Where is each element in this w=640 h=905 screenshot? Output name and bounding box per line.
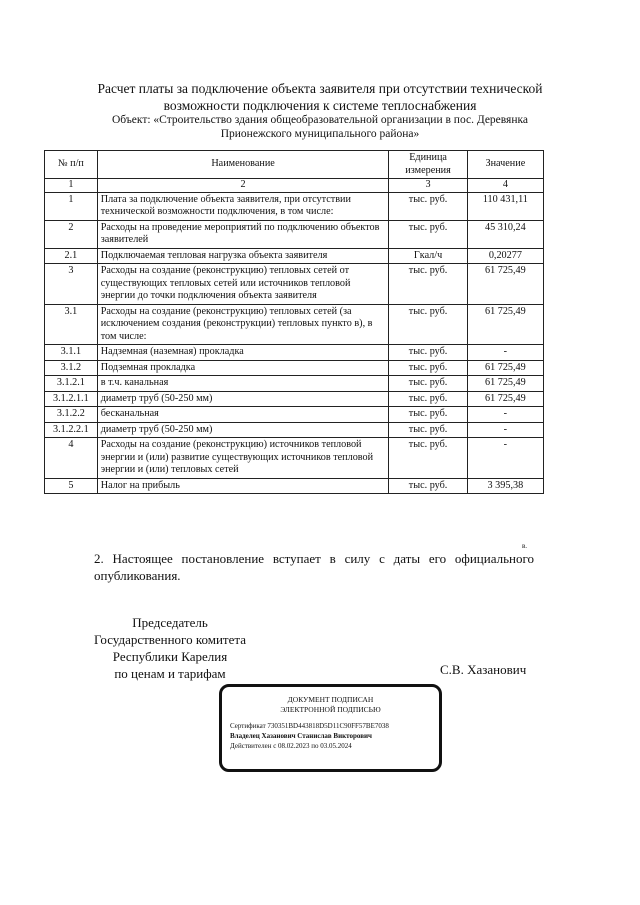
table-row (45, 478, 544, 494)
header-name: Наименование (97, 151, 389, 179)
calculation-table (44, 150, 544, 494)
table-row (45, 220, 544, 248)
row-number: 1 (45, 192, 98, 220)
table-row (45, 304, 544, 345)
table-row (45, 345, 544, 361)
header-value: Значение (467, 151, 543, 179)
row-number: 5 (45, 478, 98, 494)
row-unit: тыс. руб. (389, 438, 467, 479)
row-name: в т.ч. канальная (97, 376, 389, 392)
resolution-paragraph: 2. Настоящее постановление вступает в силу с даты его официального опубликования. (94, 551, 534, 583)
row-number: 3.1 (45, 304, 98, 345)
index-cell: 1 (45, 179, 98, 193)
row-number: 3.1.2.1.1 (45, 391, 98, 407)
row-value: - (467, 407, 543, 423)
table-row (45, 422, 544, 438)
footnote-mark: в. (522, 542, 528, 550)
row-value: 110 431,11 (467, 192, 543, 220)
row-unit: тыс. руб. (389, 407, 467, 423)
row-name: Расходы на создание (реконструкцию) тепловых сетей (за исключением создания (реконструкции) тепловых пункто в), в том числе: (97, 304, 389, 345)
row-unit: тыс. руб. (389, 360, 467, 376)
row-value: - (467, 438, 543, 479)
row-value: - (467, 422, 543, 438)
row-value: - (467, 345, 543, 361)
table-header-row (45, 151, 544, 179)
row-unit: тыс. руб. (389, 304, 467, 345)
row-name: Подземная прокладка (97, 360, 389, 376)
table-body (45, 192, 544, 494)
stamp-validity: Действителен с 08.02.2023 по 03.05.2024 (230, 742, 352, 750)
row-unit: тыс. руб. (389, 345, 467, 361)
position-line: по ценам и тарифам (114, 666, 226, 681)
table-row (45, 407, 544, 423)
row-name: Плата за подключение объекта заявителя, при отсутствии технической возможности подключения, в том числе: (97, 192, 389, 220)
row-number: 2 (45, 220, 98, 248)
stamp-header: ДОКУМЕНТ ПОДПИСАН (287, 695, 374, 704)
row-value: 61 725,49 (467, 264, 543, 305)
electronic-signature-stamp (219, 684, 442, 772)
row-value: 0,20277 (467, 248, 543, 264)
row-number: 3.1.2 (45, 360, 98, 376)
table-row (45, 192, 544, 220)
position-line: Государственного комитета (94, 632, 246, 647)
row-number: 3.1.2.1 (45, 376, 98, 392)
index-cell: 4 (467, 179, 543, 193)
row-name: Расходы на создание (реконструкцию) тепловых сетей от существующих тепловых сетей или источников тепловой энергии до точки подключения объекта заявителя (97, 264, 389, 305)
row-value: 61 725,49 (467, 391, 543, 407)
row-name: Надземная (наземная) прокладка (97, 345, 389, 361)
table-row (45, 360, 544, 376)
row-unit: тыс. руб. (389, 376, 467, 392)
table-row (45, 438, 544, 479)
position-line: Председатель (132, 615, 208, 630)
row-unit: тыс. руб. (389, 264, 467, 305)
row-value: 61 725,49 (467, 360, 543, 376)
row-name: Расходы на проведение мероприятий по подключению объектов заявителей (97, 220, 389, 248)
row-unit: тыс. руб. (389, 422, 467, 438)
signatory-name: С.В. Хазанович (440, 662, 527, 677)
row-value: 3 395,38 (467, 478, 543, 494)
table-row (45, 391, 544, 407)
table-row (45, 264, 544, 305)
row-unit: Гкал/ч (389, 248, 467, 264)
row-number: 3.1.2.2 (45, 407, 98, 423)
row-name: бесканальная (97, 407, 389, 423)
document-title: Расчет платы за подключение объекта заявителя при отсутствии технической возможности подключения к системе теплоснабжения (97, 81, 543, 113)
row-name: диаметр труб (50-250 мм) (97, 422, 389, 438)
table-row (45, 248, 544, 264)
stamp-certificate: Сертификат 730351BD443818D5D11C90FF57BE7038 (230, 722, 389, 730)
row-name: Подключаемая тепловая нагрузка объекта заявителя (97, 248, 389, 264)
row-number: 3.1.2.2.1 (45, 422, 98, 438)
document-subtitle: Объект: «Строительство здания общеобразовательной организации в пос. Деревянка Прионежского муниципального района» (111, 114, 529, 140)
stamp-owner: Владелец Хазанович Станислав Викторович (230, 732, 372, 740)
position-line: Республики Карелия (112, 649, 228, 664)
header-number: № п/п (45, 151, 98, 179)
table-index-row (45, 179, 544, 193)
row-number: 4 (45, 438, 98, 479)
row-name: Налог на прибыль (97, 478, 389, 494)
table-row (45, 376, 544, 392)
row-number: 2.1 (45, 248, 98, 264)
row-unit: тыс. руб. (389, 220, 467, 248)
header-unit: Единица измерения (389, 151, 467, 179)
row-value: 61 725,49 (467, 376, 543, 392)
row-number: 3 (45, 264, 98, 305)
row-name: диаметр труб (50-250 мм) (97, 391, 389, 407)
row-unit: тыс. руб. (389, 391, 467, 407)
row-value: 45 310,24 (467, 220, 543, 248)
index-cell: 3 (389, 179, 467, 193)
stamp-header: ЭЛЕКТРОННОЙ ПОДПИСЬЮ (280, 705, 381, 714)
signatory-position (80, 614, 260, 682)
row-unit: тыс. руб. (389, 478, 467, 494)
row-value: 61 725,49 (467, 304, 543, 345)
row-number: 3.1.1 (45, 345, 98, 361)
row-name: Расходы на создание (реконструкцию) источников тепловой энергии и (или) развитие существующих источников тепловой энергии и (или) тепловых сетей (97, 438, 389, 479)
index-cell: 2 (97, 179, 389, 193)
row-unit: тыс. руб. (389, 192, 467, 220)
